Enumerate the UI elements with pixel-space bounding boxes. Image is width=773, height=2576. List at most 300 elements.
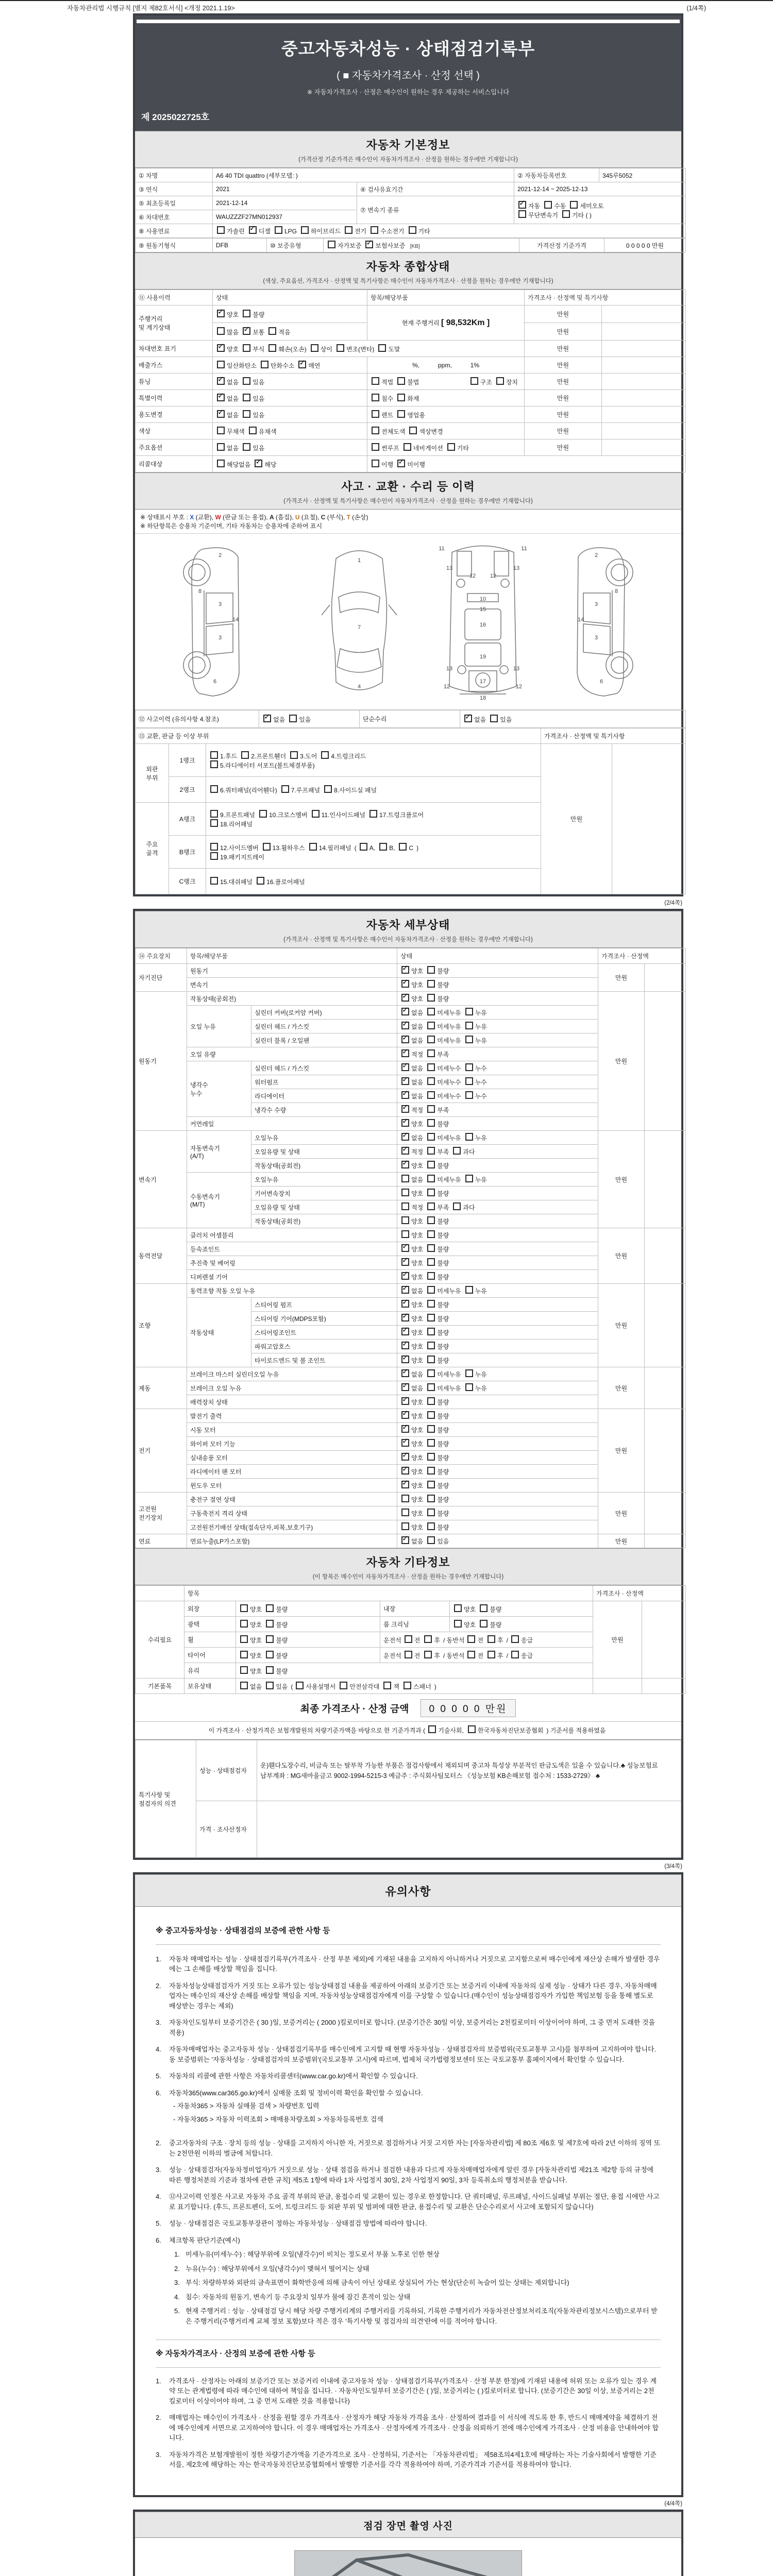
unchecked-checkbox-icon [465, 1175, 473, 1182]
unchecked-checkbox-icon [240, 1666, 248, 1674]
report-title: 중고자동차성능 · 상태점검기록부 [281, 39, 535, 58]
checkbox-option: 없음 [239, 1682, 262, 1691]
checkbox-option: 상이 [310, 344, 332, 353]
detail-item: 실린더 헤드 / 가스킷 [251, 1020, 397, 1033]
checkbox-option: 자가보증 [327, 241, 361, 250]
rank-items [206, 777, 541, 803]
checked-checkbox-icon [401, 1355, 409, 1363]
unchecked-checkbox-icon [427, 1467, 435, 1475]
unchecked-checkbox-icon [427, 1439, 435, 1447]
option-text: ) [434, 1683, 436, 1690]
unchecked-checkbox-icon [397, 410, 405, 418]
report-title-header [135, 15, 681, 131]
checkbox-option: 누유 [464, 1133, 487, 1142]
detail-item: 파워고압호스 [251, 1340, 397, 1353]
checkbox-option: ✓ 양호 [400, 966, 423, 975]
option-text: ( [291, 1683, 293, 1690]
checkbox-option: 있음 [242, 377, 264, 386]
accident-history-table [135, 710, 681, 894]
basic-items-group: 기본품목 [136, 1679, 184, 1694]
unchecked-checkbox-icon [372, 460, 379, 467]
checkbox-option: 한국자동차진단보증협회 [467, 1725, 544, 1735]
checkbox-option: 불량 [426, 1453, 449, 1462]
checked-checkbox-icon [401, 1258, 409, 1266]
checkbox-option: ✓ 미이행 [396, 460, 425, 469]
checkbox-option: ✓ 양호 [400, 994, 423, 1003]
unchecked-checkbox-icon [488, 1635, 495, 1643]
option-state [213, 439, 367, 456]
recall-detail [367, 456, 686, 472]
checkbox-option: 침수 [371, 394, 393, 403]
unchecked-checkbox-icon [447, 443, 455, 451]
remark-cell [602, 439, 686, 456]
device-name: 동력전달 [136, 1228, 187, 1284]
row-usage-label: 용도변경 [136, 406, 213, 423]
checkbox-option: 색상변경 [408, 427, 443, 436]
col-item-part: 항목/해당부품 [187, 948, 397, 964]
device-name: 변속기 [136, 1131, 187, 1228]
checked-checkbox-icon [401, 966, 409, 974]
checkbox-option: 전체도색 [371, 427, 405, 436]
rank-group-label: 주요 골격 [136, 803, 169, 894]
notice-subitem: 1. 미세누유(미세누수) : 해당부위에 오일(냉각수)이 비치는 정도로서 부품 노후로 인한 현상 [174, 2250, 440, 2258]
checkbox-option: A, [359, 843, 375, 852]
checkbox-option: 양호 [239, 1620, 262, 1629]
option-text: ) [416, 844, 419, 852]
checkbox-option: 부식 [242, 344, 264, 353]
unchecked-checkbox-icon [427, 1314, 435, 1321]
checkbox-option: ✓ 양호 [400, 1258, 423, 1267]
svg-text:4: 4 [357, 684, 361, 690]
detail-row [136, 1367, 686, 1381]
checkbox-option: 기술사회, [427, 1725, 464, 1735]
car-diagram-svg [150, 539, 666, 704]
detail-item: 작동상태(공회전) [187, 992, 397, 1006]
checkbox-option: ✓ 디젤 [248, 226, 271, 235]
checkbox-option: ✓ 양호 [216, 344, 239, 353]
accident-history-label: ⑫ 사고이력 (유의사항 4.참조) [136, 710, 259, 728]
svg-text:8: 8 [198, 588, 202, 595]
unchecked-checkbox-icon [465, 1063, 473, 1071]
unchecked-checkbox-icon [404, 1682, 411, 1689]
svg-text:3: 3 [594, 635, 598, 641]
checked-checkbox-icon [249, 226, 257, 234]
checked-checkbox-icon [401, 1467, 409, 1475]
label-reg-number: ② 자동차등록번호 [514, 168, 599, 182]
label-transmission: ⑦ 변속기 종류 [357, 196, 514, 224]
other-price: 만원 [593, 1601, 642, 1679]
notice-heading-2: ※ 자동차가격조사 · 산정의 보증에 관한 사항 등 [156, 2340, 661, 2368]
checkbox-option: 수소전기 [369, 226, 404, 235]
unchecked-checkbox-icon [454, 1604, 462, 1612]
checkbox-option: 전 [404, 1635, 421, 1645]
value-base-price: 0 0 0 0 0 만원 [604, 239, 686, 252]
detail-state [397, 1312, 598, 1326]
notice-item: 5. 성능 · 상태점검은 국토교통부장관이 정하는 자동차성능 · 상태점검 방법에 따라야 합니다. [156, 2219, 427, 2227]
tuning-state [213, 374, 367, 390]
checkbox-option: 불량 [426, 980, 449, 989]
checkbox-option: 불량 [426, 1397, 449, 1406]
unchecked-checkbox-icon [324, 785, 332, 793]
hold-price [593, 1679, 642, 1694]
checkbox-option: ✓ 양호 [400, 1161, 423, 1170]
usage-state [213, 406, 367, 423]
label-model-year: ③ 연식 [136, 182, 213, 196]
tuning-detail [367, 374, 525, 390]
color-state [213, 423, 367, 439]
checkbox-option: ✓ 양호 [400, 1300, 423, 1309]
checkbox-option: ✓ 양호 [400, 1328, 423, 1337]
checkbox-option: 3.도어 [289, 751, 317, 760]
checkbox-option: 불량 [426, 1119, 449, 1128]
usage-detail [367, 406, 525, 423]
final-price-label: 최종 가격조사 · 산정 금액 [300, 1704, 409, 1715]
checkbox-option: 불량 [242, 310, 264, 319]
vin-state [213, 341, 525, 357]
unchecked-checkbox-icon [427, 1355, 435, 1363]
checkbox-option: 후 [423, 1635, 440, 1645]
unchecked-checkbox-icon [490, 715, 498, 722]
checkbox-option: 도말 [377, 344, 400, 353]
unchecked-checkbox-icon [480, 1604, 488, 1612]
svg-text:1: 1 [357, 557, 361, 564]
checkbox-option: 미세누유 [426, 1036, 461, 1045]
unchecked-checkbox-icon [427, 1022, 435, 1029]
checkbox-option: 불량 [426, 966, 449, 975]
checkbox-option: 없음 [216, 443, 239, 452]
notice-item: 3. 자동차인도일부터 보증기간은 ( 30 )일, 보증거리는 ( 2000 )킬로미터로 합니다. (보증기간은 30일 이상, 보증거리는 2천킬로미터 이상이어야 하며, 그 중 먼저 도래한 것을 적용) [156, 2019, 656, 2037]
unchecked-checkbox-icon [427, 966, 435, 974]
detail-item: 와이퍼 모터 기능 [187, 1437, 397, 1451]
detail-remark [645, 1131, 686, 1228]
col-price: 가격조사 · 산정액 및 특기사항 [525, 290, 686, 306]
device-name: 고전원 전기장치 [136, 1493, 187, 1534]
checkbox-option: 5.라디에이터 서포트(볼트체결부품) [209, 760, 315, 770]
checkbox-option: 미세누수 [426, 1077, 461, 1087]
detail-state [397, 1187, 598, 1200]
checkbox-option: 미세누유 [426, 1383, 461, 1393]
unchecked-checkbox-icon [210, 751, 218, 759]
price-cell: 만원 [525, 423, 602, 439]
unchecked-checkbox-icon [427, 1425, 435, 1433]
unchecked-checkbox-icon [405, 1651, 412, 1658]
checkbox-option: 양호 [239, 1651, 262, 1660]
unchecked-checkbox-icon [210, 877, 218, 885]
unchecked-checkbox-icon [465, 1022, 473, 1029]
overall-title: 자동차 종합상태 [366, 260, 450, 273]
svg-text:3: 3 [218, 601, 222, 607]
detail-item: 냉각수 수량 [251, 1103, 397, 1117]
checked-checkbox-icon [365, 241, 373, 248]
checked-checkbox-icon [401, 1022, 409, 1029]
gas-values: %, ppm, 1% [367, 357, 525, 374]
checked-checkbox-icon [401, 1063, 409, 1071]
rank-group-label: 외판 부위 [136, 744, 169, 803]
checkbox-option: 누수 [464, 1063, 487, 1073]
svg-text:3: 3 [594, 601, 598, 607]
unchecked-checkbox-icon [311, 344, 318, 352]
detail-price: 만원 [598, 1534, 645, 1548]
checkbox-option: 미세누유 [426, 1369, 461, 1379]
detail-state [397, 1534, 598, 1548]
checkbox-option: 사용설명서 [295, 1682, 335, 1691]
checkbox-option: 양호 [400, 1189, 423, 1198]
unchecked-checkbox-icon [372, 377, 379, 385]
overall-table [135, 290, 686, 472]
svg-text:14: 14 [577, 617, 584, 623]
detail-state-table [135, 948, 681, 1548]
checkbox-option: 미세누유 [426, 1008, 461, 1017]
checkbox-option: 불량 [426, 1272, 449, 1281]
detail-item: 변속기 [187, 978, 397, 992]
checkbox-option: 불량 [426, 1425, 449, 1434]
unchecked-checkbox-icon [427, 1091, 435, 1099]
unchecked-checkbox-icon [427, 994, 435, 1002]
checkbox-option: 불량 [426, 1161, 449, 1170]
checked-checkbox-icon [401, 1036, 409, 1043]
detail-state [397, 1381, 598, 1395]
detail-item: 윈도우 모터 [187, 1479, 397, 1493]
checkbox-option: 누유 [464, 1036, 487, 1045]
detail-state [397, 1173, 598, 1187]
svg-text:11: 11 [521, 546, 527, 552]
unchecked-checkbox-icon [454, 1620, 462, 1628]
device-name: 전기 [136, 1409, 187, 1493]
unchecked-checkbox-icon [399, 843, 407, 851]
checkbox-option: 많음 [216, 327, 239, 336]
overall-state-table [135, 290, 681, 472]
checkbox-option: 무채색 [216, 427, 245, 436]
detail-state [397, 1367, 598, 1381]
detail-state [397, 1075, 598, 1089]
checkbox-option: 기타 ( ) [561, 210, 592, 219]
col-major-device: ⑭ 주요장치 [136, 948, 187, 964]
checked-checkbox-icon [401, 1077, 409, 1085]
notice-item: 2. 자동차성능상태점검자가 거짓 또는 오류가 있는 성능상태점검 내용을 제공하여 아래의 보증기간 또는 보증거리 이내에 자동차의 실제 성능 · 상태가 다른 경우, 자동차매매업자는 매수인의 재산상 손해를 배상할 책임을 지며, 자동차성능상태점검자에게 이를 구상할 수 있습니다.(매수인이 성능상태점검자가 가입한 책임보험 등을 통해 별도로 배상받는 경우는 제외) [156, 1981, 657, 2010]
unchecked-checkbox-icon [427, 1342, 435, 1349]
detail-price: 만원 [598, 1493, 645, 1534]
unchecked-checkbox-icon [290, 751, 298, 759]
glass-label: 유리 [184, 1663, 236, 1679]
unchecked-checkbox-icon [427, 1077, 435, 1085]
page-marker-1: (1/4쪽) [686, 5, 706, 12]
checked-checkbox-icon [401, 1425, 409, 1433]
checkbox-option: ✓ 없음 [400, 1369, 423, 1379]
checkbox-option: 세미오토 [569, 201, 603, 210]
checkbox-option: 있음 [242, 410, 264, 419]
detail-price: 만원 [598, 1409, 645, 1493]
unchecked-checkbox-icon [467, 1635, 475, 1643]
unchecked-checkbox-icon [266, 1682, 274, 1689]
svg-text:13: 13 [446, 565, 453, 571]
unchecked-checkbox-icon [241, 751, 249, 759]
checked-checkbox-icon [217, 410, 225, 418]
remark-cell [602, 323, 686, 341]
unchecked-checkbox-icon [217, 427, 225, 434]
checkbox-option: 8.사이드실 패널 [323, 785, 377, 794]
label-vin: ⑥ 차대번호 [136, 210, 213, 224]
checkbox-option: 양호 [239, 1635, 262, 1645]
svg-text:10: 10 [479, 596, 486, 602]
detail-item: 라디에이터 [251, 1089, 397, 1103]
unchecked-checkbox-icon [427, 1481, 435, 1488]
unchecked-checkbox-icon [266, 1604, 274, 1612]
checkbox-option: 미세누수 [426, 1091, 461, 1100]
checkbox-option: 스패너 [402, 1682, 431, 1691]
checkbox-option: 14.필러패널 [308, 843, 351, 852]
unchecked-checkbox-icon [468, 1725, 476, 1733]
checked-checkbox-icon [401, 1091, 409, 1099]
checkbox-option: 7.루프패널 [280, 785, 320, 794]
checkbox-option: 썬루프 [371, 443, 399, 452]
detail-state [397, 1214, 598, 1228]
checkbox-option: ✓ 적정 [400, 1105, 423, 1114]
detail-table [135, 948, 686, 1548]
value-car-name: A6 40 TDI quattro (세부모델: ) [213, 168, 514, 182]
detail-state [397, 1437, 598, 1451]
checkbox-option: 불량 [426, 1467, 449, 1476]
inspection-photos [135, 2538, 681, 2576]
decorative-strip [137, 20, 680, 23]
checkbox-option: ✓ 양호 [400, 1481, 423, 1490]
detail-item: 라디에이터 팬 모터 [187, 1465, 397, 1479]
checked-checkbox-icon [401, 1397, 409, 1405]
exchange-label: ⑬ 교환, 판금 등 이상 부위 [136, 728, 541, 744]
detail-item: 작동상태(공회전) [251, 1159, 397, 1173]
checkbox-option: ✓ 없음 [400, 1536, 423, 1546]
checkbox-option: ✓ 양호 [400, 1397, 423, 1406]
rank-table [135, 728, 686, 894]
checkbox-option: 불량 [265, 1604, 288, 1614]
unchecked-checkbox-icon [243, 443, 250, 451]
checkbox-option: ✓양호 [216, 310, 239, 319]
unchecked-checkbox-icon [427, 1509, 435, 1516]
unchecked-checkbox-icon [427, 980, 435, 988]
checkbox-option: 하이브리드 [300, 226, 341, 235]
checkbox-option: ✓ 없음 [463, 715, 486, 724]
checked-checkbox-icon [401, 1453, 409, 1461]
page-top-rule [0, 0, 773, 1]
unchecked-checkbox-icon [301, 226, 309, 234]
unchecked-checkbox-icon [217, 226, 225, 234]
page-marker-3: (3/4쪽) [664, 1863, 682, 1870]
device-name: 조향 [136, 1284, 187, 1367]
checked-checkbox-icon [401, 1314, 409, 1321]
notice-item: 6. 체크항목 판단기준(예시) 1. 미세누유(미세누수) : 해당부위에 오일(냉각수)이 비치는 정도로서 부품 노후로 인한 현상 2. 누유(누수) : 해당부위에서 오일(냉각수)이 맺혀서 떨어지는 상태 3. 부식: 차량하부와 외판의 금속표면이 화학반응에 의해 금속이 아닌 상태로 상실되어 가는 현상(단순히 녹슬어 있는 상태는 제외합니다) 4. 침수: 자동차의 원동기, 변속기 등 주요장치 일부가 물에 잠긴 흔적이 있는 상태 5. 현재 주행거리 : 성능 · 상태점검 당시 해당 차량 주행거리계의 주행거리를 기록하되, 기록한 주행거리가 자동차전산정보처리조직(자동차관리정보시스템)으로부터 받은 주행거리(주행거리계 교체 정보 포함)보다 적은 경우 '특기사항 및 점검자의 의견'란에 이를 적어야 합니다. [156, 2235, 661, 2327]
price-cell: 만원 [525, 306, 602, 323]
detail-state [397, 1117, 598, 1131]
detail-item: 스티어링 펌프 [251, 1298, 397, 1312]
checkbox-option: 후 [486, 1651, 503, 1660]
checkbox-option: 전 [466, 1651, 483, 1660]
checkbox-option: 가솔린 [216, 226, 245, 235]
svg-text:12: 12 [443, 684, 450, 690]
unchecked-checkbox-icon [281, 785, 289, 793]
unchecked-checkbox-icon [266, 1620, 274, 1628]
checkbox-option: 양호 [239, 1666, 262, 1675]
checked-checkbox-icon [401, 1411, 409, 1419]
remark-cell [602, 357, 686, 374]
checkbox-option: ✓ 적정 [400, 1049, 423, 1059]
unchecked-checkbox-icon [427, 1189, 435, 1196]
checkbox-option: 양호 [400, 1216, 423, 1226]
unchecked-checkbox-icon [427, 1383, 435, 1391]
checkbox-option: 1.후드 [209, 751, 237, 760]
checkbox-option: 불법 [396, 377, 419, 386]
detail-item: 브레이크 마스터 실린더오일 누유 [187, 1367, 397, 1381]
ext-state [236, 1601, 380, 1617]
checkbox-option: ✓ 없음 [400, 1286, 423, 1295]
label-first-reg: ⑤ 최초등록일 [136, 196, 213, 210]
checkbox-option: 미세누수 [426, 1063, 461, 1073]
detail-row [136, 1534, 686, 1548]
svg-text:15: 15 [479, 606, 486, 613]
col-usage-history: ⑪ 사용이력 [136, 290, 213, 306]
page-marker-2: (2/4쪽) [664, 900, 682, 906]
remarks-table [135, 1740, 681, 1858]
detail-row [136, 1228, 686, 1242]
price-cell: 만원 [525, 374, 602, 390]
row-vin-label: 차대번호 표기 [136, 341, 213, 357]
unchecked-checkbox-icon [465, 1369, 473, 1377]
value-warranty-type: 자가보증 ✓ 보험사보증 [KB] [324, 239, 519, 252]
detail-price: 만원 [598, 1284, 645, 1367]
detail-note: (가격조사 · 산정액 및 특기사항은 매수인이 자동차가격조사 · 산정을 원하는 경우에만 기재합니다) [283, 937, 533, 943]
option-text: / 동반석 [443, 1652, 465, 1659]
detail-row [136, 1409, 686, 1423]
unchecked-checkbox-icon [427, 1175, 435, 1182]
other-col-price: 가격조사 · 산정액 [593, 1586, 686, 1601]
checkbox-option: 안전삼각대 [339, 1682, 379, 1691]
tire-positions [380, 1648, 593, 1663]
checkbox-option: ✓ 없음 [262, 715, 285, 724]
detail-item: 디퍼렌셜 기어 [187, 1270, 397, 1284]
wheel-label: 휠 [184, 1632, 236, 1648]
notice-item: 2. 중고자동차의 구조 · 장치 등의 성능 · 상태를 고지하지 아니한 자, 거짓으로 점검하거나 거짓 고지한 자는 [자동차관리법] 제 80조 제6호 및 제7호에 따라 2년 이하의 징역 또는 2천만원 이하의 벌금에 처합니다. [156, 2139, 661, 2157]
unchecked-checkbox-icon [427, 1202, 435, 1210]
special-state [213, 390, 367, 406]
detail-state [397, 1395, 598, 1409]
svg-text:6: 6 [213, 679, 217, 685]
checkbox-option: 미세누유 [426, 1175, 461, 1184]
checkbox-option: ✓ 없음 [400, 1036, 423, 1045]
notice-item: 1. 자동차 매매업자는 성능 · 상태점검기록부(가격조사 · 산정 부분 제외)에 기재된 내용을 고지하지 아니하거나 거짓으로 고지함으로써 매수인에게 재산상 손해가 발생한 경우에는 그 손해를 배상할 책임을 집니다. [156, 1955, 660, 1973]
remark-cell [602, 406, 686, 423]
unchecked-checkbox-icon [259, 810, 267, 818]
checked-checkbox-icon [464, 715, 472, 722]
checked-checkbox-icon [401, 994, 409, 1002]
detail-item: 실린더 블록 / 오일팬 [251, 1033, 397, 1047]
option-text: 이 가격조사 · 산정가격은 보험개발원의 차량기준가액을 바탕으로 한 기준가격과 ( [208, 1727, 426, 1734]
unchecked-checkbox-icon [210, 843, 218, 851]
final-price-note [135, 1722, 681, 1740]
detail-item: 원동기 [187, 964, 397, 978]
basic-info-title: 자동차 기본정보 [366, 139, 450, 151]
remark-cell [602, 423, 686, 439]
unchecked-checkbox-icon [453, 1202, 461, 1210]
checked-checkbox-icon [401, 1161, 409, 1168]
detail-item: 배력장치 상태 [187, 1395, 397, 1409]
checkbox-option: 있음 [426, 1536, 449, 1546]
cleaning-label: 룸 크리닝 [380, 1617, 450, 1632]
checkbox-option: 후 [486, 1635, 503, 1645]
checkbox-option: 11.인사이드패널 [311, 810, 365, 819]
checkbox-option: 없음 [400, 1175, 423, 1184]
detail-state [397, 1200, 598, 1214]
unchecked-checkbox-icon [243, 394, 250, 401]
checked-checkbox-icon [401, 1147, 409, 1155]
cleaning-state [450, 1617, 593, 1632]
